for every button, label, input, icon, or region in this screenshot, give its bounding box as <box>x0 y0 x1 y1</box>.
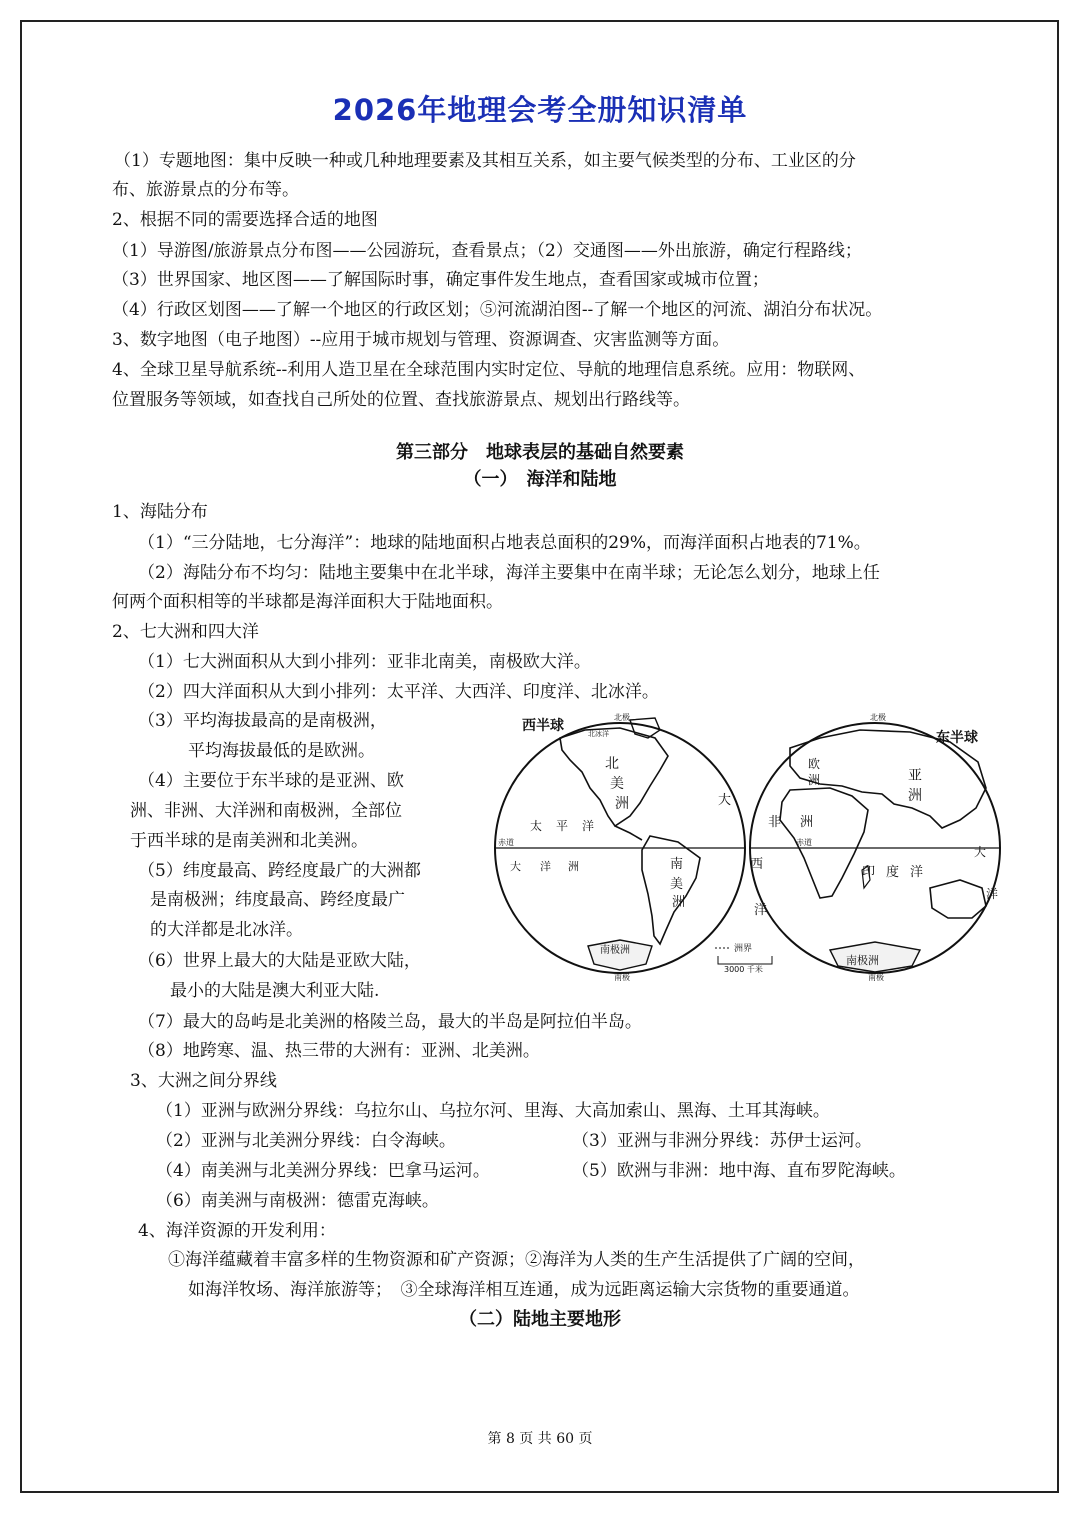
text-line: ①海洋蕴藏着丰富多样的生物资源和矿产资源；②海洋为人类的生产生活提供了广阔的空间， <box>168 1250 865 1270</box>
section-heading: 第三部分 地球表层的基础自然要素 <box>396 442 684 463</box>
text-line: 2、七大洲和四大洋 <box>112 622 259 642</box>
text-line: （1）“三分陆地，七分海洋”：地球的陆地面积占地表总面积的29%，而海洋面积占地表的71%。 <box>138 533 871 553</box>
asia-char-2: 洲 <box>908 788 922 804</box>
text-line: （1）专题地图：集中反映一种或几种地理要素及其相互关系，如主要气候类型的分布、工业区的分 <box>114 151 856 171</box>
east-antarctica-label: 南极洲 <box>846 954 879 967</box>
text-line: 最小的大陆是澳大利亚大陆. <box>170 981 380 1001</box>
indian-char-3: 洋 <box>910 865 924 880</box>
west-antarctica-label: 南极洲 <box>600 945 630 956</box>
world-hemispheres-map <box>490 708 1020 994</box>
east-south-pole-label: 南极 <box>868 973 884 982</box>
text-line: （1）七大洲面积从大到小排列：亚非北南美，南极欧大洋。 <box>138 652 591 672</box>
text-line: 布、旅游景点的分布等。 <box>112 180 299 200</box>
text-line: 洲、非洲、大洋洲和南极洲，全部位 <box>130 801 402 821</box>
west-south-pole-label: 南极 <box>614 973 630 982</box>
europe-char-1: 欧 <box>808 757 821 771</box>
sa-char-1: 南 <box>670 857 684 872</box>
eastern-hemisphere <box>750 712 1000 982</box>
text-line: （5）纬度最高、跨经度最广的大洲都 <box>138 861 421 881</box>
text-line: 位置服务等领域，如查找自己所处的位置、查找旅游景点、规划出行路线等。 <box>112 390 690 410</box>
pacific-south-char-2: 洋 <box>540 860 551 873</box>
atlantic-east-char-1: 西 <box>750 857 764 872</box>
oceania-char-1: 大 <box>974 845 987 859</box>
text-line: （3）平均海拔最高的是南极洲， <box>138 711 387 731</box>
africa-char-2: 洲 <box>800 815 814 830</box>
text-line: （5）欧洲与非洲：地中海、直布罗陀海峡。 <box>572 1161 906 1181</box>
sa-char-2: 美 <box>670 877 684 892</box>
text-line: 是南极洲；纬度最高、跨经度最广 <box>150 890 405 910</box>
text-line: 3、大洲之间分界线 <box>130 1071 277 1091</box>
text-line: 4、海洋资源的开发利用： <box>138 1221 336 1241</box>
text-line: 1、海陆分布 <box>112 502 208 522</box>
pacific-char-2: 平 <box>556 819 569 833</box>
west-arctic-label: 北冰洋 <box>588 730 609 738</box>
indian-char-2: 度 <box>886 865 900 880</box>
na-char-1: 北 <box>605 756 619 772</box>
pacific-char-3: 洋 <box>582 819 595 833</box>
text-line: （4）主要位于东半球的是亚洲、欧 <box>138 771 404 791</box>
map-legend <box>715 942 772 974</box>
africa-char-1: 非 <box>768 815 782 830</box>
text-line: （6）世界上最大的大陆是亚欧大陆， <box>138 951 421 971</box>
indian-char-1: 印 <box>862 865 876 880</box>
atlantic-east-char-2: 洋 <box>754 903 768 918</box>
text-line: （7）最大的岛屿是北美洲的格陵兰岛，最大的半岛是阿拉伯半岛。 <box>138 1012 642 1032</box>
west-hemisphere-label: 西半球 <box>522 718 564 734</box>
west-equator-label: 赤道 <box>498 838 514 847</box>
europe-char-2: 洲 <box>808 773 821 787</box>
east-north-pole-label: 北极 <box>870 713 886 722</box>
text-line: 2、根据不同的需要选择合适的地图 <box>112 210 378 230</box>
text-line: 如海洋牧场、海洋旅游等； ③全球海洋相互连通，成为远距离运输大宗货物的重要通道。 <box>188 1280 860 1300</box>
pacific-char-1: 太 <box>530 819 543 833</box>
text-line: （1）导游图/旅游景点分布图——公园游玩，查看景点；（2）交通图——外出旅游，确定行程路线； <box>112 241 862 261</box>
page-number: 第 8 页 共 60 页 <box>487 1431 593 1447</box>
na-char-3: 洲 <box>615 796 629 812</box>
text-line: （2）亚洲与北美洲分界线：白令海峡。 <box>156 1131 456 1151</box>
text-line: （3）亚洲与非洲分界线：苏伊士运河。 <box>572 1131 872 1151</box>
east-hemisphere-label: 东半球 <box>936 730 978 746</box>
text-line: （2）海陆分布不均匀：陆地主要集中在北半球，海洋主要集中在南半球；无论怎么划分，地球上任 <box>138 563 880 583</box>
western-hemisphere <box>495 712 745 982</box>
text-line: （8）地跨寒、温、热三带的大洲有：亚洲、北美洲。 <box>138 1041 540 1061</box>
sa-char-3: 洲 <box>672 895 686 910</box>
text-line: 于西半球的是南美洲和北美洲。 <box>130 831 368 851</box>
scale-bar <box>718 956 772 964</box>
text-line: （4）南美洲与北美洲分界线：巴拿马运河。 <box>156 1161 490 1181</box>
text-line: （3）世界国家、地区图——了解国际时事，确定事件发生地点，查看国家或城市位置； <box>112 270 769 290</box>
subsection-heading: （二）陆地主要地形 <box>459 1309 621 1330</box>
pacific-south-char-3: 洲 <box>568 860 579 873</box>
subsection-heading: （一） 海洋和陆地 <box>463 469 617 490</box>
asia-char-1: 亚 <box>908 768 922 784</box>
text-line: （1）亚洲与欧洲分界线：乌拉尔山、乌拉尔河、里海、大高加索山、黑海、土耳其海峡。 <box>156 1101 830 1121</box>
page-title: 2026年地理会考全册知识清单 <box>332 93 748 127</box>
text-line: 平均海拔最低的是欧洲。 <box>188 741 375 761</box>
west-north-pole-label: 北极 <box>614 713 630 722</box>
pacific-south-char-1: 大 <box>510 860 521 873</box>
na-char-2: 美 <box>610 776 624 792</box>
text-line: 3、数字地图（电子地图）--应用于城市规划与管理、资源调查、灾害监测等方面。 <box>112 330 730 350</box>
oceania-char-2: 洋 <box>986 887 999 901</box>
east-equator-label: 赤道 <box>796 838 812 847</box>
scale-label: 3000 千米 <box>724 965 763 974</box>
text-line: 4、全球卫星导航系统--利用人造卫星在全球范围内实时定位、导航的地理信息系统。应用：物联网、 <box>112 360 866 380</box>
text-line: （4）行政区划图——了解一个地区的行政区划；⑤河流湖泊图--了解一个地区的河流、湖泊分布状况。 <box>112 300 883 320</box>
atlantic-west-char: 大 <box>718 793 732 808</box>
text-line: 何两个面积相等的半球都是海洋面积大于陆地面积。 <box>112 592 503 612</box>
text-line: 的大洋都是北冰洋。 <box>150 920 303 940</box>
continent-boundary-label: 洲界 <box>734 944 753 954</box>
text-line: （6）南美洲与南极洲：德雷克海峡。 <box>156 1191 439 1211</box>
text-line: （2）四大洋面积从大到小排列：太平洋、大西洋、印度洋、北冰洋。 <box>138 682 659 702</box>
